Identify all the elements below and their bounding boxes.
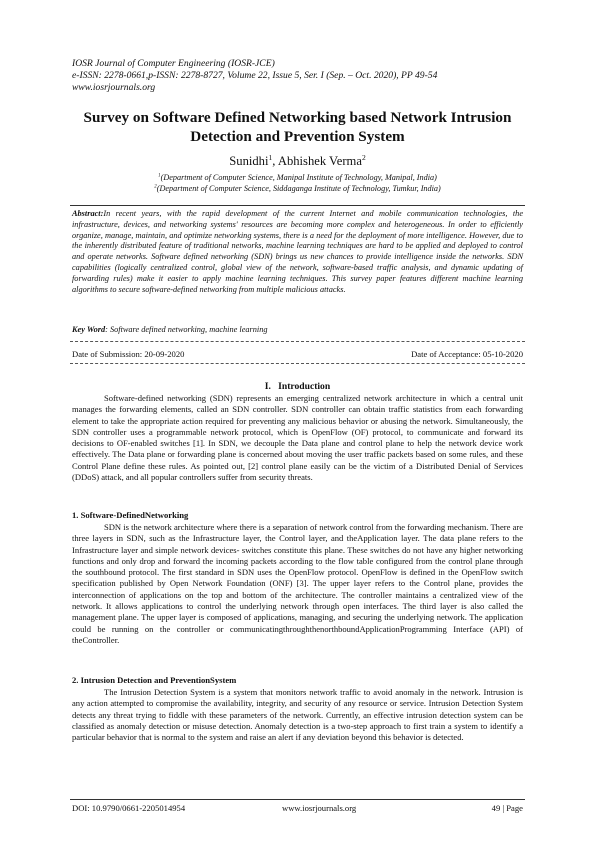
paragraph: SDN is the network architecture where there is a separation of network control from the forwarding mechanism. There are three layers in SDN, such as the Infrastructure layer, the Control layer, and theApplication layer. The data plane refers to the Infrastructure layer and simple network devices- switches constitute this plane. These switches do not have any higher networking functions and only drop and forward the incoming packets according to the flow table configured from the control plane through the southbound protocol. The first standard in SDN uses the OpenFlow protocol. OpenFlow is defined in the OpenFlow switch specification published by Open Network Foundation (ONF) [3]. The upper layer refers to the Control plane, provides the interconnection of applications on the top and bottom of the architecture. The controller maintains a centralized view of the network. It allows applications to control the underlying network through open interfaces. The third layer is also called the management plane. The upper layer is composed of applications, managing, and securing the underlying network. The application could be running on the controller or communicatingthroughthenorthboundApplicationProgramming Interface (API) of theController. <box>72 522 523 645</box>
abstract-text: In recent years, with the rapid development of the current Internet and mobile communication technologies, the infrastructure, devices, and networking systems' resources are becoming more complex and heterogeneous. In order to efficiently organize, manage, maintain, and optimize networking systems, there is a need for the deployment of more intelligence. However, due to the inherently distributed feature of traditional networks, machine learning techniques are hard to be applied and deployed to control and operate networks. Software defined networking (SDN) brings us new chances to provide intelligence inside the networks. SDN capabilities (logically centralized control, global view of the network, software-based traffic analysis, and dynamic updating of forwarding rules) make it easier to apply machine learning techniques. This survey paper features different machine learning algorithms to secure software-defined networking from multiple malicious attacks. <box>72 209 523 294</box>
affiliation-text: (Department of Computer Science, Siddaganga Institute of Technology, Tumkur, India) <box>156 184 441 193</box>
affiliation-1 <box>60 172 535 183</box>
doi[interactable]: DOI: 10.9790/0661-2205014954 <box>72 803 186 813</box>
paragraph: Software-defined networking (SDN) represents an emerging centralized network architecture in which a central unit manages the forwarding elements, called an SDN controller. SDN controller can obtain traffic statistics from each forwarding element to take the appropriate action required for preventing any malicious behavior or abusing the network. Simultaneously, the SDN controller uses a programmable network protocol, which is OpenFlow (OF) protocol, to communicate and forward its decisions to OF-enabled switches [1]. In SDN, we decouple the Data plane and control plane to help the network device work effectively. The Data plane or forwarding plane is concerned about moving the user traffic packets based on some rules, and these Control Plane define these rules. As pointed out, [2] control plane easily can be the victim of a Distributed Denial of Services (DDoS) attack, and all popular controllers suffer from security threats. <box>72 393 523 483</box>
dashed-divider <box>70 363 525 364</box>
paragraph: The Intrusion Detection System is a system that monitors network traffic to avoid anomaly in the network. Intrusion is any action attempted to compromise the availability, integrity, and security of any resource or service. Intrusion Detection System detects any threat trying to fiddle with these parameters of the network. Currently, an effective intrusion detection system can be classified as anomaly detection or misuse detection. Anomaly detection is a two-step approach to first train a system to identify a particular behavior that is normal to the system and raise an alert if any deviation beyond this behavior is detected. <box>72 687 523 743</box>
section-body <box>72 393 523 483</box>
affiliation-2 <box>60 183 535 194</box>
section-title: Introduction <box>278 381 331 392</box>
journal-name: IOSR Journal of Computer Engineering (IOSR-JCE) <box>72 58 275 69</box>
title-line-1: Survey on Software Defined Networking based Network Intrusion <box>83 109 512 126</box>
page-number: 49 | Page <box>491 803 523 813</box>
page-footer <box>72 803 523 813</box>
paper-title <box>60 108 535 146</box>
dashed-divider <box>70 341 525 342</box>
affiliation-text: (Department of Computer Science, Manipal Institute of Technology, Manipal, India) <box>160 173 437 182</box>
keywords-label: Key Word <box>72 325 106 334</box>
divider <box>70 205 525 206</box>
footer-website[interactable]: www.iosrjournals.org <box>282 803 357 813</box>
subsection-heading: 1. Software-DefinedNetworking <box>72 510 189 520</box>
issn-line: e-ISSN: 2278-0661,p-ISSN: 2278-8727, Volume 22, Issue 5, Ser. I (Sep. – Oct. 2020), PP 49-54 <box>72 70 438 81</box>
subsection-heading: 2. Intrusion Detection and PreventionSystem <box>72 675 237 685</box>
keywords-text: : Software defined networking, machine learning <box>105 325 268 334</box>
abstract <box>72 209 523 295</box>
acceptance-date: Date of Acceptance: 05-10-2020 <box>411 349 523 359</box>
author-name: , Abhishek Verma <box>272 154 362 168</box>
dates-row <box>72 349 523 359</box>
section-number: I. <box>264 381 271 392</box>
submission-date: Date of Submission: 20-09-2020 <box>72 349 185 359</box>
footer-divider <box>70 799 525 800</box>
subsection-body <box>72 522 523 646</box>
author-name: Sunidhi <box>229 154 269 168</box>
journal-website[interactable]: www.iosrjournals.org <box>72 82 156 93</box>
affiliation-mark: 1 <box>268 152 273 162</box>
subsection-body <box>72 687 523 743</box>
section-heading <box>72 381 523 392</box>
author-list <box>60 154 535 169</box>
abstract-label: Abstract: <box>72 209 104 218</box>
affiliation-mark: 2 <box>361 152 366 162</box>
affiliation-mark: 1 <box>158 173 161 179</box>
keywords <box>72 325 268 334</box>
affiliation-mark: 2 <box>154 184 157 190</box>
title-line-2: Detection and Prevention System <box>190 128 405 145</box>
